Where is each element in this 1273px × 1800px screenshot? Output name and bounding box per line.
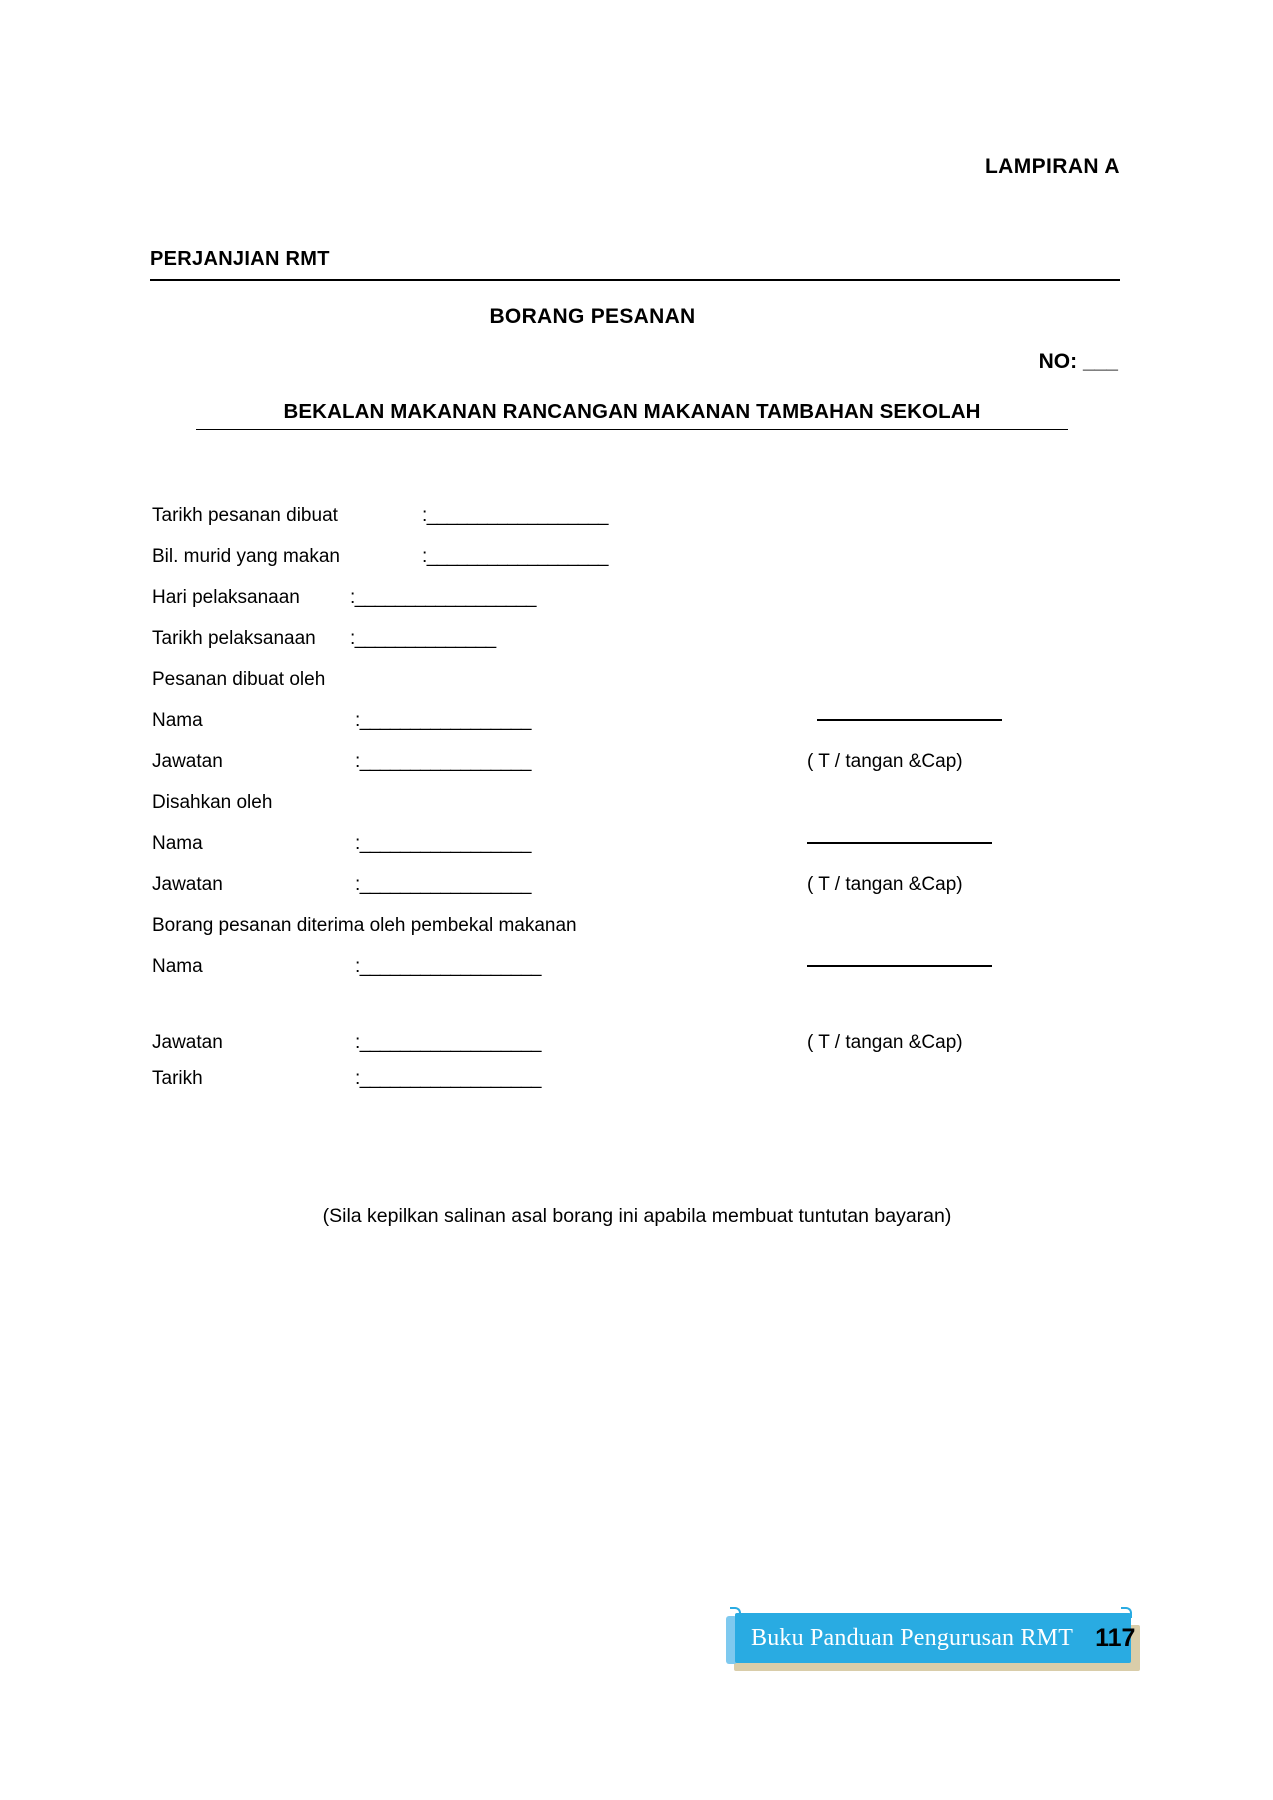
- field-jawatan-pemesan[interactable]: :_________________: [355, 751, 531, 772]
- field-nama-pembekal[interactable]: :__________________: [355, 956, 541, 977]
- row-tarikh-pelaksanaan: [152, 618, 1132, 659]
- field-jawatan-pengesah[interactable]: :_________________: [355, 874, 531, 895]
- page-number: 117: [1095, 1623, 1136, 1652]
- label-disahkan-oleh: Disahkan oleh: [152, 792, 273, 813]
- signature-caption-pembekal: ( T / tangan &Cap): [807, 1032, 963, 1053]
- order-form: [152, 495, 1132, 1099]
- label-bil-murid: Bil. murid yang makan: [152, 546, 340, 567]
- field-jawatan-pembekal[interactable]: :__________________: [355, 1032, 541, 1053]
- label-jawatan-pembekal: Jawatan: [152, 1032, 223, 1053]
- label-nama-pemesan: Nama: [152, 710, 203, 731]
- row-disahkan-oleh: [152, 782, 1132, 823]
- program-title: BEKALAN MAKANAN RANCANGAN MAKANAN TAMBAHAN SEKOLAH: [283, 400, 981, 423]
- row-nama-pemesan: [152, 700, 1132, 741]
- book-title: Buku Panduan Pengurusan RMT: [751, 1624, 1074, 1651]
- field-nama-pemesan[interactable]: :_________________: [355, 710, 531, 731]
- signature-line-pengesah[interactable]: [807, 842, 992, 844]
- program-title-underline: [196, 429, 1068, 430]
- row-jawatan-pengesah: [152, 864, 1132, 905]
- label-hari-pelaksanaan: Hari pelaksanaan: [152, 587, 300, 608]
- row-jawatan-pemesan: [152, 741, 1132, 782]
- signature-caption-pengesah: ( T / tangan &Cap): [807, 874, 963, 895]
- row-diterima-pembekal: [152, 905, 1132, 946]
- label-nama-pembekal: Nama: [152, 956, 203, 977]
- row-tarikh-pembekal: [152, 1058, 1132, 1099]
- row-nama-pengesah: [152, 823, 1132, 864]
- field-hari-pelaksanaan[interactable]: :__________________: [350, 587, 536, 608]
- field-bil-murid[interactable]: :__________________: [422, 546, 608, 567]
- appendix-label: LAMPIRAN A: [984, 155, 1120, 178]
- label-tarikh-pelaksanaan: Tarikh pelaksanaan: [152, 628, 316, 649]
- row-nama-pembekal: [152, 946, 1132, 987]
- label-tarikh-pembekal: Tarikh: [152, 1068, 203, 1089]
- signature-line-pemesan[interactable]: [817, 719, 1002, 721]
- order-number-field: NO: ___: [1038, 350, 1118, 373]
- agreement-title: PERJANJIAN RMT: [150, 248, 330, 270]
- label-diterima-pembekal: Borang pesanan diterima oleh pembekal makanan: [152, 915, 577, 936]
- form-note: (Sila kepilkan salinan asal borang ini apabila membuat tuntutan bayaran): [322, 1205, 952, 1227]
- field-nama-pengesah[interactable]: :_________________: [355, 833, 531, 854]
- row-jawatan-pembekal: [152, 987, 1132, 1058]
- row-bil-murid: [152, 536, 1132, 577]
- label-jawatan-pemesan: Jawatan: [152, 751, 223, 772]
- field-tarikh-pesanan-dibuat[interactable]: :__________________: [422, 505, 608, 526]
- footer-badge: [726, 1613, 1140, 1665]
- label-nama-pengesah: Nama: [152, 833, 203, 854]
- form-title: BORANG PESANAN: [489, 305, 696, 328]
- row-pesanan-dibuat-oleh: [152, 659, 1132, 700]
- program-heading: [196, 400, 1068, 430]
- signature-caption-pemesan: ( T / tangan &Cap): [807, 751, 963, 772]
- field-tarikh-pembekal[interactable]: :__________________: [355, 1068, 541, 1089]
- label-jawatan-pengesah: Jawatan: [152, 874, 223, 895]
- badge-bar: [735, 1613, 1136, 1663]
- signature-line-pembekal[interactable]: [807, 965, 992, 967]
- label-tarikh-pesanan-dibuat: Tarikh pesanan dibuat: [152, 505, 338, 526]
- field-tarikh-pelaksanaan[interactable]: :______________: [350, 628, 496, 649]
- agreement-header: [150, 248, 1120, 281]
- label-pesanan-dibuat-oleh: Pesanan dibuat oleh: [152, 669, 326, 690]
- row-hari-pelaksanaan: [152, 577, 1132, 618]
- header-divider: [150, 279, 1120, 281]
- row-tarikh-pesanan-dibuat: [152, 495, 1132, 536]
